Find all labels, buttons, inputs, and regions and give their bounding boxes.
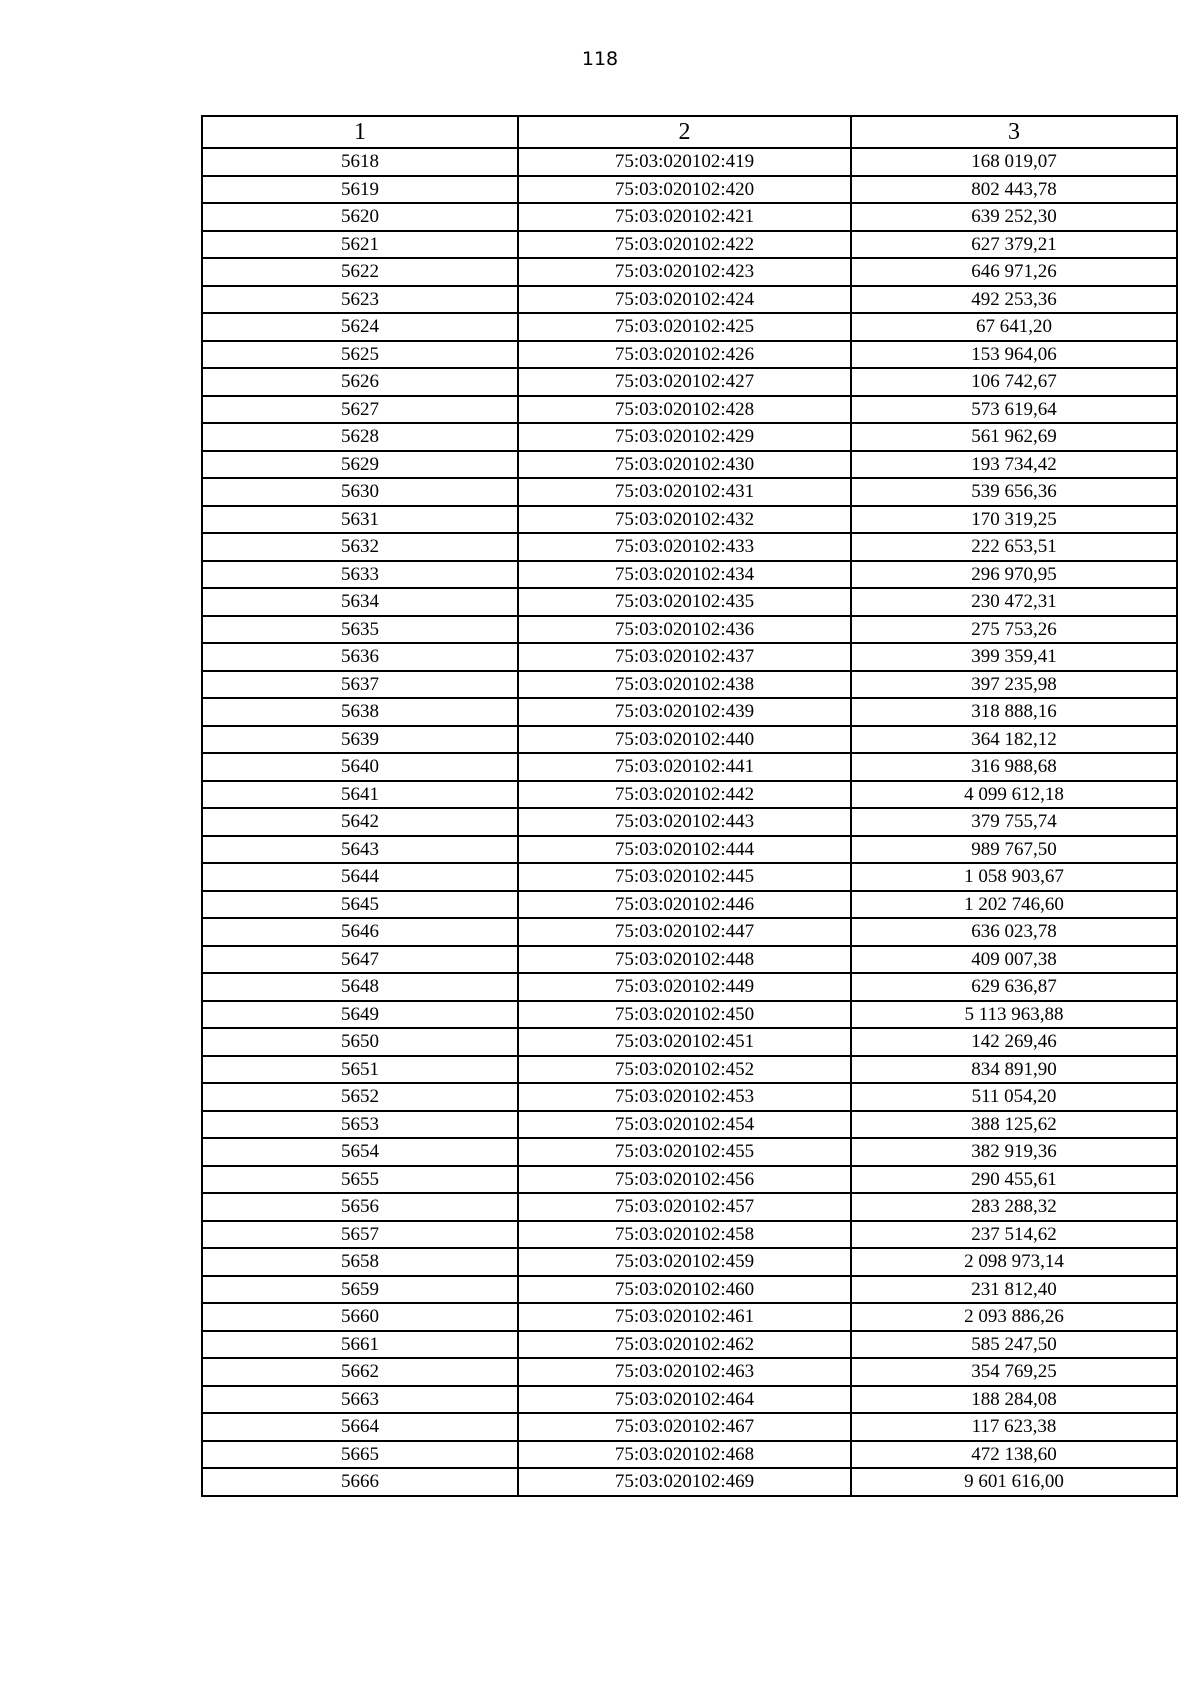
value-cell: 117 623,38	[851, 1413, 1177, 1441]
cadastral-number-cell: 75:03:020102:455	[518, 1138, 851, 1166]
cadastral-number-cell: 75:03:020102:461	[518, 1303, 851, 1331]
row-number-cell: 5620	[202, 203, 518, 231]
row-number-cell: 5630	[202, 478, 518, 506]
cadastral-number-cell: 75:03:020102:437	[518, 643, 851, 671]
value-cell: 989 767,50	[851, 836, 1177, 864]
cadastral-number-cell: 75:03:020102:467	[518, 1413, 851, 1441]
row-number-cell: 5656	[202, 1193, 518, 1221]
table-row	[202, 1303, 1177, 1331]
value-cell: 409 007,38	[851, 946, 1177, 974]
data-table	[201, 115, 1178, 1497]
cadastral-number-cell: 75:03:020102:420	[518, 176, 851, 204]
table-row	[202, 423, 1177, 451]
value-cell: 834 891,90	[851, 1056, 1177, 1084]
value-cell: 382 919,36	[851, 1138, 1177, 1166]
cadastral-number-cell: 75:03:020102:424	[518, 286, 851, 314]
value-cell: 472 138,60	[851, 1441, 1177, 1469]
cadastral-number-cell: 75:03:020102:430	[518, 451, 851, 479]
table-row	[202, 478, 1177, 506]
table-row	[202, 176, 1177, 204]
cadastral-number-cell: 75:03:020102:442	[518, 781, 851, 809]
table-row	[202, 1386, 1177, 1414]
column-header-1: 1	[202, 116, 518, 148]
table-row	[202, 588, 1177, 616]
value-cell: 275 753,26	[851, 616, 1177, 644]
row-number-cell: 5639	[202, 726, 518, 754]
row-number-cell: 5631	[202, 506, 518, 534]
row-number-cell: 5646	[202, 918, 518, 946]
table-row	[202, 836, 1177, 864]
row-number-cell: 5640	[202, 753, 518, 781]
value-cell: 222 653,51	[851, 533, 1177, 561]
cadastral-number-cell: 75:03:020102:463	[518, 1358, 851, 1386]
row-number-cell: 5645	[202, 891, 518, 919]
table-row	[202, 1276, 1177, 1304]
value-cell: 67 641,20	[851, 313, 1177, 341]
value-cell: 354 769,25	[851, 1358, 1177, 1386]
cadastral-number-cell: 75:03:020102:459	[518, 1248, 851, 1276]
cadastral-number-cell: 75:03:020102:439	[518, 698, 851, 726]
table-row	[202, 1221, 1177, 1249]
table-row	[202, 1138, 1177, 1166]
table-row	[202, 918, 1177, 946]
value-cell: 230 472,31	[851, 588, 1177, 616]
cadastral-number-cell: 75:03:020102:419	[518, 148, 851, 176]
cadastral-number-cell: 75:03:020102:451	[518, 1028, 851, 1056]
cadastral-number-cell: 75:03:020102:449	[518, 973, 851, 1001]
value-cell: 4 099 612,18	[851, 781, 1177, 809]
header-row	[202, 116, 1177, 148]
cadastral-number-cell: 75:03:020102:460	[518, 1276, 851, 1304]
cadastral-number-cell: 75:03:020102:436	[518, 616, 851, 644]
value-cell: 142 269,46	[851, 1028, 1177, 1056]
value-cell: 627 379,21	[851, 231, 1177, 259]
value-cell: 318 888,16	[851, 698, 1177, 726]
cadastral-number-cell: 75:03:020102:431	[518, 478, 851, 506]
table-row	[202, 1166, 1177, 1194]
row-number-cell: 5660	[202, 1303, 518, 1331]
value-cell: 231 812,40	[851, 1276, 1177, 1304]
cadastral-number-cell: 75:03:020102:427	[518, 368, 851, 396]
value-cell: 629 636,87	[851, 973, 1177, 1001]
row-number-cell: 5628	[202, 423, 518, 451]
table-row	[202, 1083, 1177, 1111]
cadastral-number-cell: 75:03:020102:422	[518, 231, 851, 259]
row-number-cell: 5658	[202, 1248, 518, 1276]
row-number-cell: 5650	[202, 1028, 518, 1056]
row-number-cell: 5636	[202, 643, 518, 671]
row-number-cell: 5652	[202, 1083, 518, 1111]
value-cell: 573 619,64	[851, 396, 1177, 424]
value-cell: 1 202 746,60	[851, 891, 1177, 919]
value-cell: 283 288,32	[851, 1193, 1177, 1221]
row-number-cell: 5635	[202, 616, 518, 644]
value-cell: 290 455,61	[851, 1166, 1177, 1194]
table-row	[202, 341, 1177, 369]
row-number-cell: 5642	[202, 808, 518, 836]
table-row	[202, 506, 1177, 534]
table-row	[202, 1331, 1177, 1359]
value-cell: 636 023,78	[851, 918, 1177, 946]
row-number-cell: 5647	[202, 946, 518, 974]
row-number-cell: 5662	[202, 1358, 518, 1386]
value-cell: 168 019,07	[851, 148, 1177, 176]
table-row	[202, 286, 1177, 314]
row-number-cell: 5624	[202, 313, 518, 341]
table-row	[202, 1111, 1177, 1139]
table-row	[202, 396, 1177, 424]
value-cell: 585 247,50	[851, 1331, 1177, 1359]
table-row	[202, 313, 1177, 341]
row-number-cell: 5625	[202, 341, 518, 369]
row-number-cell: 5622	[202, 258, 518, 286]
cadastral-number-cell: 75:03:020102:446	[518, 891, 851, 919]
row-number-cell: 5637	[202, 671, 518, 699]
cadastral-number-cell: 75:03:020102:462	[518, 1331, 851, 1359]
value-cell: 188 284,08	[851, 1386, 1177, 1414]
column-header-3: 3	[851, 116, 1177, 148]
table-row	[202, 148, 1177, 176]
table-row	[202, 231, 1177, 259]
row-number-cell: 5659	[202, 1276, 518, 1304]
value-cell: 399 359,41	[851, 643, 1177, 671]
table-row	[202, 616, 1177, 644]
value-cell: 237 514,62	[851, 1221, 1177, 1249]
row-number-cell: 5633	[202, 561, 518, 589]
cadastral-number-cell: 75:03:020102:458	[518, 1221, 851, 1249]
value-cell: 170 319,25	[851, 506, 1177, 534]
value-cell: 106 742,67	[851, 368, 1177, 396]
row-number-cell: 5618	[202, 148, 518, 176]
value-cell: 802 443,78	[851, 176, 1177, 204]
value-cell: 2 093 886,26	[851, 1303, 1177, 1331]
cadastral-number-cell: 75:03:020102:432	[518, 506, 851, 534]
cadastral-number-cell: 75:03:020102:435	[518, 588, 851, 616]
cadastral-number-cell: 75:03:020102:448	[518, 946, 851, 974]
value-cell: 639 252,30	[851, 203, 1177, 231]
row-number-cell: 5641	[202, 781, 518, 809]
value-cell: 388 125,62	[851, 1111, 1177, 1139]
cadastral-number-cell: 75:03:020102:421	[518, 203, 851, 231]
row-number-cell: 5644	[202, 863, 518, 891]
table-row	[202, 1028, 1177, 1056]
row-number-cell: 5626	[202, 368, 518, 396]
value-cell: 2 098 973,14	[851, 1248, 1177, 1276]
row-number-cell: 5619	[202, 176, 518, 204]
page-number: 118	[581, 48, 619, 70]
cadastral-number-cell: 75:03:020102:457	[518, 1193, 851, 1221]
value-cell: 379 755,74	[851, 808, 1177, 836]
cadastral-number-cell: 75:03:020102:452	[518, 1056, 851, 1084]
table-header	[202, 116, 1177, 148]
value-cell: 296 970,95	[851, 561, 1177, 589]
value-cell: 193 734,42	[851, 451, 1177, 479]
table-body	[202, 148, 1177, 1496]
table-row	[202, 1441, 1177, 1469]
cadastral-number-cell: 75:03:020102:426	[518, 341, 851, 369]
value-cell: 511 054,20	[851, 1083, 1177, 1111]
table-row	[202, 1413, 1177, 1441]
table-row	[202, 451, 1177, 479]
value-cell: 646 971,26	[851, 258, 1177, 286]
row-number-cell: 5629	[202, 451, 518, 479]
row-number-cell: 5655	[202, 1166, 518, 1194]
table-row	[202, 368, 1177, 396]
table-row	[202, 203, 1177, 231]
column-header-2: 2	[518, 116, 851, 148]
table-row	[202, 808, 1177, 836]
row-number-cell: 5657	[202, 1221, 518, 1249]
table-row	[202, 561, 1177, 589]
cadastral-number-cell: 75:03:020102:438	[518, 671, 851, 699]
cadastral-number-cell: 75:03:020102:468	[518, 1441, 851, 1469]
cadastral-number-cell: 75:03:020102:464	[518, 1386, 851, 1414]
cadastral-number-cell: 75:03:020102:428	[518, 396, 851, 424]
table-row	[202, 698, 1177, 726]
table-row	[202, 973, 1177, 1001]
row-number-cell: 5654	[202, 1138, 518, 1166]
row-number-cell: 5623	[202, 286, 518, 314]
cadastral-number-cell: 75:03:020102:469	[518, 1468, 851, 1496]
value-cell: 9 601 616,00	[851, 1468, 1177, 1496]
table-row	[202, 1056, 1177, 1084]
table-row	[202, 946, 1177, 974]
cadastral-number-cell: 75:03:020102:456	[518, 1166, 851, 1194]
table-row	[202, 1358, 1177, 1386]
table-row	[202, 258, 1177, 286]
table-row	[202, 1001, 1177, 1029]
cadastral-number-cell: 75:03:020102:440	[518, 726, 851, 754]
row-number-cell: 5627	[202, 396, 518, 424]
cadastral-number-cell: 75:03:020102:450	[518, 1001, 851, 1029]
table-row	[202, 781, 1177, 809]
value-cell: 1 058 903,67	[851, 863, 1177, 891]
cadastral-number-cell: 75:03:020102:441	[518, 753, 851, 781]
value-cell: 539 656,36	[851, 478, 1177, 506]
cadastral-number-cell: 75:03:020102:447	[518, 918, 851, 946]
cadastral-number-cell: 75:03:020102:453	[518, 1083, 851, 1111]
table-row	[202, 753, 1177, 781]
table-row	[202, 891, 1177, 919]
value-cell: 397 235,98	[851, 671, 1177, 699]
cadastral-number-cell: 75:03:020102:443	[518, 808, 851, 836]
table-row	[202, 1248, 1177, 1276]
table-row	[202, 533, 1177, 561]
value-cell: 492 253,36	[851, 286, 1177, 314]
row-number-cell: 5666	[202, 1468, 518, 1496]
table-row	[202, 863, 1177, 891]
cadastral-number-cell: 75:03:020102:423	[518, 258, 851, 286]
value-cell: 316 988,68	[851, 753, 1177, 781]
row-number-cell: 5649	[202, 1001, 518, 1029]
table-row	[202, 671, 1177, 699]
row-number-cell: 5643	[202, 836, 518, 864]
cadastral-number-cell: 75:03:020102:433	[518, 533, 851, 561]
row-number-cell: 5664	[202, 1413, 518, 1441]
table-row	[202, 643, 1177, 671]
row-number-cell: 5621	[202, 231, 518, 259]
row-number-cell: 5648	[202, 973, 518, 1001]
cadastral-number-cell: 75:03:020102:454	[518, 1111, 851, 1139]
cadastral-number-cell: 75:03:020102:445	[518, 863, 851, 891]
value-cell: 364 182,12	[851, 726, 1177, 754]
row-number-cell: 5663	[202, 1386, 518, 1414]
row-number-cell: 5638	[202, 698, 518, 726]
row-number-cell: 5651	[202, 1056, 518, 1084]
table-row	[202, 726, 1177, 754]
table-row	[202, 1468, 1177, 1496]
row-number-cell: 5653	[202, 1111, 518, 1139]
row-number-cell: 5632	[202, 533, 518, 561]
table-row	[202, 1193, 1177, 1221]
row-number-cell: 5634	[202, 588, 518, 616]
value-cell: 561 962,69	[851, 423, 1177, 451]
cadastral-number-cell: 75:03:020102:429	[518, 423, 851, 451]
value-cell: 5 113 963,88	[851, 1001, 1177, 1029]
row-number-cell: 5665	[202, 1441, 518, 1469]
cadastral-number-cell: 75:03:020102:425	[518, 313, 851, 341]
cadastral-number-cell: 75:03:020102:444	[518, 836, 851, 864]
cadastral-number-cell: 75:03:020102:434	[518, 561, 851, 589]
row-number-cell: 5661	[202, 1331, 518, 1359]
value-cell: 153 964,06	[851, 341, 1177, 369]
